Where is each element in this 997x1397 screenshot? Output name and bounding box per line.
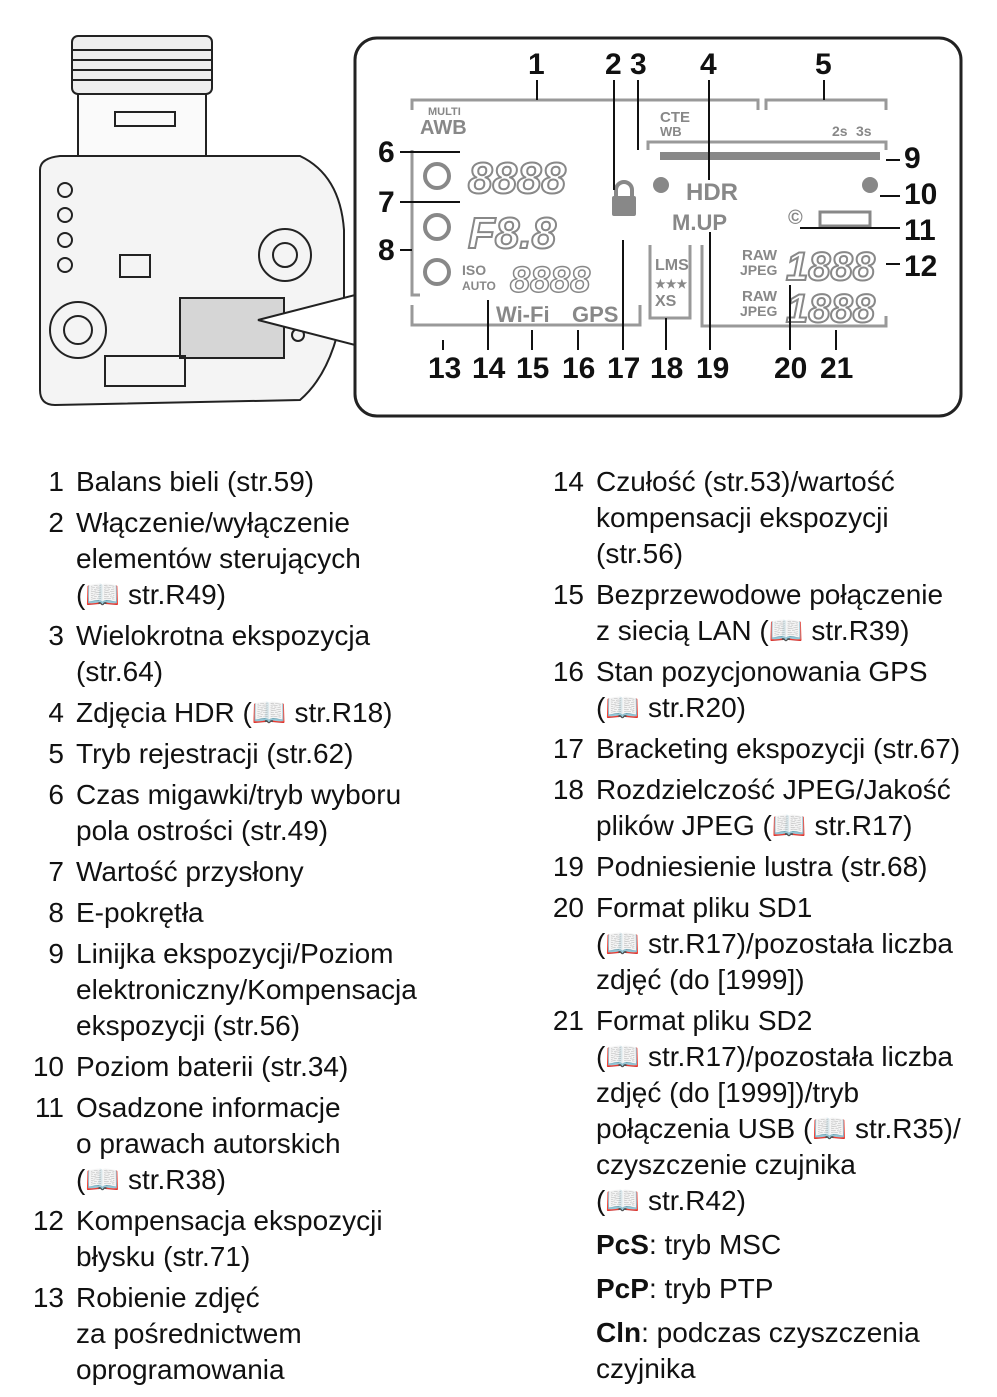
legend-item: [20, 1049, 490, 1085]
legend-number: 18: [552, 774, 584, 805]
legend-description-line: za pośrednictwem: [76, 1318, 302, 1349]
legend-number: 1: [48, 466, 64, 497]
lcd-count-1: 1888: [786, 245, 875, 289]
camera-body-illustration: [40, 36, 344, 405]
callout-11: 11: [904, 214, 936, 247]
callout-19: 19: [696, 352, 730, 385]
lcd-count-2: 1888: [786, 287, 875, 331]
mode-description: : podczas czyszczenia czyjnika: [596, 1317, 920, 1384]
legend-description-line: Format pliku SD1: [596, 892, 813, 923]
legend-number: 6: [48, 779, 64, 810]
legend-description-line: Włączenie/wyłączenie: [76, 507, 350, 538]
callout-16: 16: [562, 352, 596, 385]
legend-item: [20, 464, 490, 500]
legend-description-line: Linijka ekspozycji/Poziom: [76, 938, 394, 969]
legend-number: 10: [32, 1051, 64, 1082]
copyright-icon: ©: [788, 207, 803, 229]
callout-2: 2: [605, 48, 622, 81]
callout-17: 17: [607, 352, 641, 385]
legend-number: 13: [32, 1282, 64, 1313]
legend-item: [20, 1280, 490, 1388]
callout-15: 15: [516, 352, 550, 385]
lcd-iso-auto: AUTO: [462, 279, 496, 293]
legend-description-line: zdjęć (do [1999])/tryb: [596, 1077, 860, 1108]
legend-description-line: z siecią LAN (📖 str.R39): [596, 615, 910, 646]
legend-description-line: Czas migawki/tryb wyboru: [76, 779, 402, 810]
callout-3: 3: [630, 48, 647, 81]
legend-number: 17: [552, 733, 584, 764]
callout-20: 20: [774, 352, 808, 385]
legend-item: [540, 890, 995, 998]
legend-description-line: zdjęć (do [1999]): [596, 964, 805, 995]
legend-description-line: Kompensacja ekspozycji: [76, 1205, 383, 1236]
lcd-aperture: F8.8: [468, 209, 557, 258]
callout-7: 7: [378, 186, 395, 219]
legend-description-line: o prawach autorskich: [76, 1128, 341, 1159]
legend-description-line: (📖 str.R42): [596, 1185, 746, 1216]
lcd-raw-2: RAW: [742, 288, 777, 305]
legend-description-line: Bracketing ekspozycji (str.67): [596, 733, 961, 764]
lcd-bracket-3s: 3s: [856, 123, 872, 139]
legend-description-line: Stan pozycjonowania GPS: [596, 656, 928, 687]
legend-description-line: kompensacji ekspozycji: [596, 502, 889, 533]
lcd-bracket-2s: 2s: [832, 123, 848, 139]
legend-item: [20, 854, 490, 890]
legend-item: [540, 577, 995, 649]
callout-10: 10: [904, 178, 938, 211]
legend-number: 3: [48, 620, 64, 651]
legend-description-line: Poziom baterii (str.34): [76, 1051, 349, 1082]
callout-18: 18: [650, 352, 684, 385]
legend-description-line: (📖 str.R49): [76, 579, 226, 610]
lcd-iso: ISO: [462, 262, 487, 278]
legend-description-line: (str.64): [76, 656, 164, 687]
legend-number: 20: [552, 892, 584, 923]
lcd-hdr: HDR: [686, 179, 738, 206]
legend-item: [540, 731, 995, 767]
legend-number: 8: [48, 897, 64, 928]
legend-number: 5: [48, 738, 64, 769]
legend-description-line: Czułość (str.53)/wartość: [596, 466, 895, 497]
legend-description-line: Bezprzewodowe połączenie: [596, 579, 944, 610]
lcd-gps: GPS: [572, 302, 619, 327]
legend-number: 21: [552, 1005, 584, 1036]
lcd-jpeg-1: JPEG: [740, 262, 778, 278]
legend-item: [20, 618, 490, 690]
legend-number: 15: [552, 579, 584, 610]
callout-5: 5: [815, 48, 832, 81]
lcd-iso-value: 8888: [510, 259, 591, 300]
legend-description-line: Rozdzielczość JPEG/Jakość: [596, 774, 951, 805]
legend-description-line: Tryb rejestracji (str.62): [76, 738, 354, 769]
legend-item: [540, 772, 995, 844]
legend-description-line: Zdjęcia HDR (📖 str.R18): [76, 697, 393, 728]
lcd-cte: CTE: [660, 109, 690, 126]
callout-6: 6: [378, 136, 395, 169]
legend-number: 7: [48, 856, 64, 887]
legend-number: 2: [48, 507, 64, 538]
legend-description-line: Wielokrotna ekspozycja: [76, 620, 371, 651]
mode-code: PcS: [596, 1229, 649, 1260]
legend-item: [20, 1203, 490, 1275]
legend-description-line: Robienie zdjęć: [76, 1282, 260, 1313]
legend-description-line: błysku (str.71): [76, 1241, 251, 1272]
legend-description-line: plików JPEG (📖 str.R17): [596, 810, 913, 841]
legend-item: [20, 505, 490, 613]
legend-description-line: (📖 str.R20): [596, 692, 746, 723]
legend-description-line: elementów sterujących: [76, 543, 361, 574]
legend-item: [20, 895, 490, 931]
legend-description-line: (📖 str.R17)/pozostała liczba: [596, 1041, 953, 1072]
callout-9: 9: [904, 142, 921, 175]
usb-mode-line: [540, 1315, 995, 1387]
legend-description-line: (📖 str.R17)/pozostała liczba: [596, 928, 953, 959]
lcd-awb: AWB: [420, 117, 467, 139]
legend-description-line: pola ostrości (str.49): [76, 815, 329, 846]
lcd-xs: XS: [655, 293, 677, 310]
legend-description-line: ekspozycji (str.56): [76, 1010, 301, 1041]
usb-mode-line: [540, 1271, 995, 1307]
callout-14: 14: [472, 352, 506, 385]
usb-mode-line: [540, 1227, 995, 1263]
legend-item: [540, 1003, 995, 1219]
legend-description-line: czyszczenie czujnika: [596, 1149, 856, 1180]
lcd-mup: M.UP: [672, 210, 727, 235]
mode-code: PcP: [596, 1273, 649, 1304]
callout-8: 8: [378, 234, 395, 267]
callout-13: 13: [428, 352, 462, 385]
legend-item: [20, 736, 490, 772]
callout-21: 21: [820, 352, 854, 385]
lcd-wb: WB: [660, 124, 682, 139]
lcd-jpeg-2: JPEG: [740, 303, 778, 319]
legend-description-line: elektroniczny/Kompensacja: [76, 974, 417, 1005]
lcd-lms: LMS: [655, 257, 689, 274]
mode-description: : tryb PTP: [648, 1273, 774, 1304]
mode-code: Cln: [596, 1317, 642, 1348]
legend-number: 4: [48, 697, 64, 728]
legend-description-line: Wartość przysłony: [76, 856, 304, 887]
legend-right-column: [540, 464, 995, 1387]
legend-number: 11: [34, 1092, 64, 1123]
legend-number: 14: [552, 466, 584, 497]
lcd-shutter: 8888: [468, 154, 566, 203]
mode-description: : tryb MSC: [648, 1229, 782, 1260]
legend-number: 19: [552, 851, 584, 882]
lcd-wifi: Wi-Fi: [496, 302, 550, 327]
legend-left-column: [20, 464, 490, 1393]
legend-item: [20, 1090, 490, 1198]
callout-1: 1: [528, 48, 545, 81]
callout-4: 4: [700, 48, 717, 81]
legend-description-line: Osadzone informacje: [76, 1092, 341, 1123]
legend-number: 16: [552, 656, 584, 687]
legend-item: [540, 849, 995, 885]
legend-item: [540, 464, 995, 572]
legend-item: [20, 777, 490, 849]
legend-description-line: Podniesienie lustra (str.68): [596, 851, 928, 882]
legend-item: [540, 654, 995, 726]
legend-description-line: Format pliku SD2: [596, 1005, 813, 1036]
legend-description-line: (str.56): [596, 538, 684, 569]
legend-number: 12: [32, 1205, 64, 1236]
lcd-raw-1: RAW: [742, 247, 777, 264]
legend-item: [20, 695, 490, 731]
legend-description-line: E-pokrętła: [76, 897, 204, 928]
legend-description-line: (📖 str.R38): [76, 1164, 226, 1195]
legend-description-line: Balans bieli (str.59): [76, 466, 315, 497]
lcd-stars: ★★★: [655, 277, 688, 291]
camera-lcd-figure: [0, 0, 997, 420]
legend-number: 9: [48, 938, 64, 969]
legend-description-line: połączenia USB (📖 str.R35)/: [596, 1113, 961, 1144]
legend-item: [20, 936, 490, 1044]
lcd-multi: MULTI: [428, 106, 461, 118]
callout-12: 12: [904, 250, 938, 283]
legend-description-line: oprogramowania: [76, 1354, 285, 1385]
